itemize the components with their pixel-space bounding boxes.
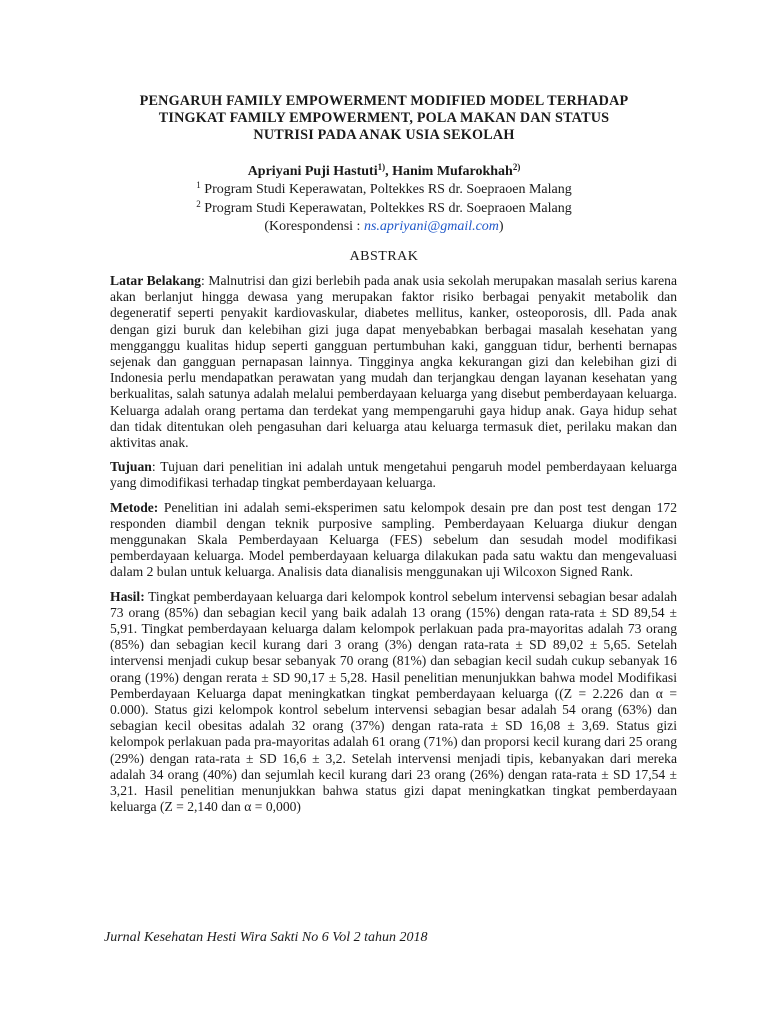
section-text: : Malnutrisi dan gizi berlebih pada anak usia sekolah merupakan masalah serius karena akan berlanjut hingga dewasa yang merupakan faktor risiko berbagai penyakit metabolik dan degeneratif seperti penyakit kardiovaskular, diabetes mellitus, kanker, osteoporosis, dll. Pada anak dengan gizi buruk dan kelebihan gizi juga dapat menyebabkan berbagai masalah kesehatan yang mengganggu kualitas hidup seperti gangguan pertumbuhan kaki, gangguan tidur, berhenti bernapas sejenak dan gangguan pernapasan lainnya. Tingginya angka kekurangan gizi dan kelebihan gizi di Indonesia perlu mendapatkan perawatan yang mudah dan terjangkau dengan layanan kesehatan yang berkualitas, salah satunya adalah melalui pemberdayaan keluarga yang disebut pemberdayaan keluarga. Keluarga adalah orang pertama dan terdekat yang mempengaruhi gaya hidup anak. Gaya hidup sehat dan tidak ditentukan oleh pengasuhan dari keluarga atau keluarga termasuk diet, perilaku makan dan aktivitas anak. (110, 273, 677, 451)
section-text: : Tujuan dari penelitian ini adalah untuk mengetahui pengaruh model pemberdayaan keluarga yang dimodifikasi terhadap tingkat pemberdayaan keluarga. (110, 459, 677, 491)
affiliation-text: Program Studi Keperawatan, Poltekkes RS dr. Soepraoen Malang (200, 200, 572, 216)
correspondence-email-link[interactable]: ns.apriyani@gmail.com (363, 219, 499, 234)
affiliation-1 (100, 181, 668, 200)
title-line-1: PENGARUH FAMILY EMPOWERMENT MODIFIED MODEL TERHADAP (139, 93, 629, 109)
affiliation-number: 2 (196, 198, 201, 209)
author-name: Apriyani Puji Hastuti (247, 164, 378, 179)
journal-footer: Jurnal Kesehatan Hesti Wira Sakti No 6 Vol 2 tahun 2018 (104, 930, 428, 945)
author-affiliation-mark: 1) (377, 162, 386, 172)
section-label: Latar Belakang (110, 273, 201, 288)
abstract-method (110, 500, 677, 581)
affiliation-2 (100, 200, 668, 219)
author-list (100, 163, 668, 181)
author-affiliation-mark: 2) (512, 162, 521, 172)
title-line-2: TINGKAT FAMILY EMPOWERMENT, POLA MAKAN DAN STATUS (158, 110, 610, 126)
affiliations (100, 181, 668, 237)
abstract-background (110, 273, 677, 451)
abstract-body (110, 273, 677, 824)
affiliation-text: Program Studi Keperawatan, Poltekkes RS dr. Soepraoen Malang (200, 182, 572, 197)
section-label: Hasil: (110, 588, 145, 604)
author-name: Hanim Mufarokhah (392, 164, 513, 179)
affiliation-number: 1 (196, 180, 201, 190)
correspondence (100, 218, 668, 237)
correspondence-prefix: (Korespondensi : (264, 219, 364, 234)
title-line-3: NUTRISI PADA ANAK USIA SEKOLAH (253, 127, 515, 143)
abstract-heading: ABSTRAK (349, 249, 419, 264)
section-text: Penelitian ini adalah semi-eksperimen satu kelompok desain pre dan post test dengan 172 responden diambil dengan teknik purposive sampling. Pemberdayaan Keluarga diukur dengan menggunakan Skala Pemberdayaan Keluarga (FES) sebelum dan sesudah model modifikasi pemberdayaan keluarga. Model pemberdayaan keluarga dilakukan pada satu waktu dan mengevaluasi dalam 2 bulan untuk keluarga. Analisis data dianalisis menggunakan uji Wilcoxon Signed Rank. (110, 499, 677, 580)
section-text: Tingkat pemberdayaan keluarga dari kelompok kontrol sebelum intervensi sebagian besar adalah 73 orang (85%) dan sebagian kecil yang baik adalah 13 orang (15%) dengan rata-rata ± SD 89,54 ± 5,91. Tingkat pemberdayaan keluarga dalam kelompok perlakuan pada pra-mayoritas adalah 73 orang (85%) dan sebagian kecil kurang dari 3 orang (3%) dengan rata-rata ± SD 89,02 ± 5,65. Setelah intervensi menjadi cukup besar sebanyak 70 orang (81%) dan sebagian kecil sudah cukup sebanyak 16 orang (19%) dengan rerata ± SD 90,17 ± 5,28. Hasil penelitian menunjukkan bahwa model Modifikasi Pemberdayaan Keluarga dapat meningkatkan tingkat pemberdayaan keluarga ((Z = 2.226 dan α = 0.000). Status gizi kelompok kontrol sebelum intervensi sebagian besar adalah 54 orang (63%) dan sebagian kecil obesitas adalah 32 orang (37%) dengan rata-rata ± SD 16,08 ± 3,69. Status gizi kelompok perlakuan pada pra-mayoritas adalah 61 orang (71%) dan proporsi kecil kurang dari 25 orang (29%) dengan rata-rata ± SD 16,6 ± 3,2. Setelah intervensi menjadi tipis, kebanyakan dari mereka adalah 34 orang (40%) dan sejumlah kecil kurang dari 23 orang (26%) dengan rata-rata ± SD 17,54 ± 3,21. Hasil penelitian menunjukkan bahwa status gizi dapat meningkatkan tingkat pemberdayaan keluarga (Z = 2,140 dan α = 0,000) (110, 588, 677, 815)
section-label: Metode: (110, 499, 159, 515)
abstract-aim (110, 459, 677, 491)
abstract-result (110, 589, 677, 816)
correspondence-suffix: ) (498, 219, 504, 234)
section-label: Tujuan (110, 459, 152, 475)
article-title (100, 93, 668, 144)
author-separator: , (385, 164, 393, 179)
